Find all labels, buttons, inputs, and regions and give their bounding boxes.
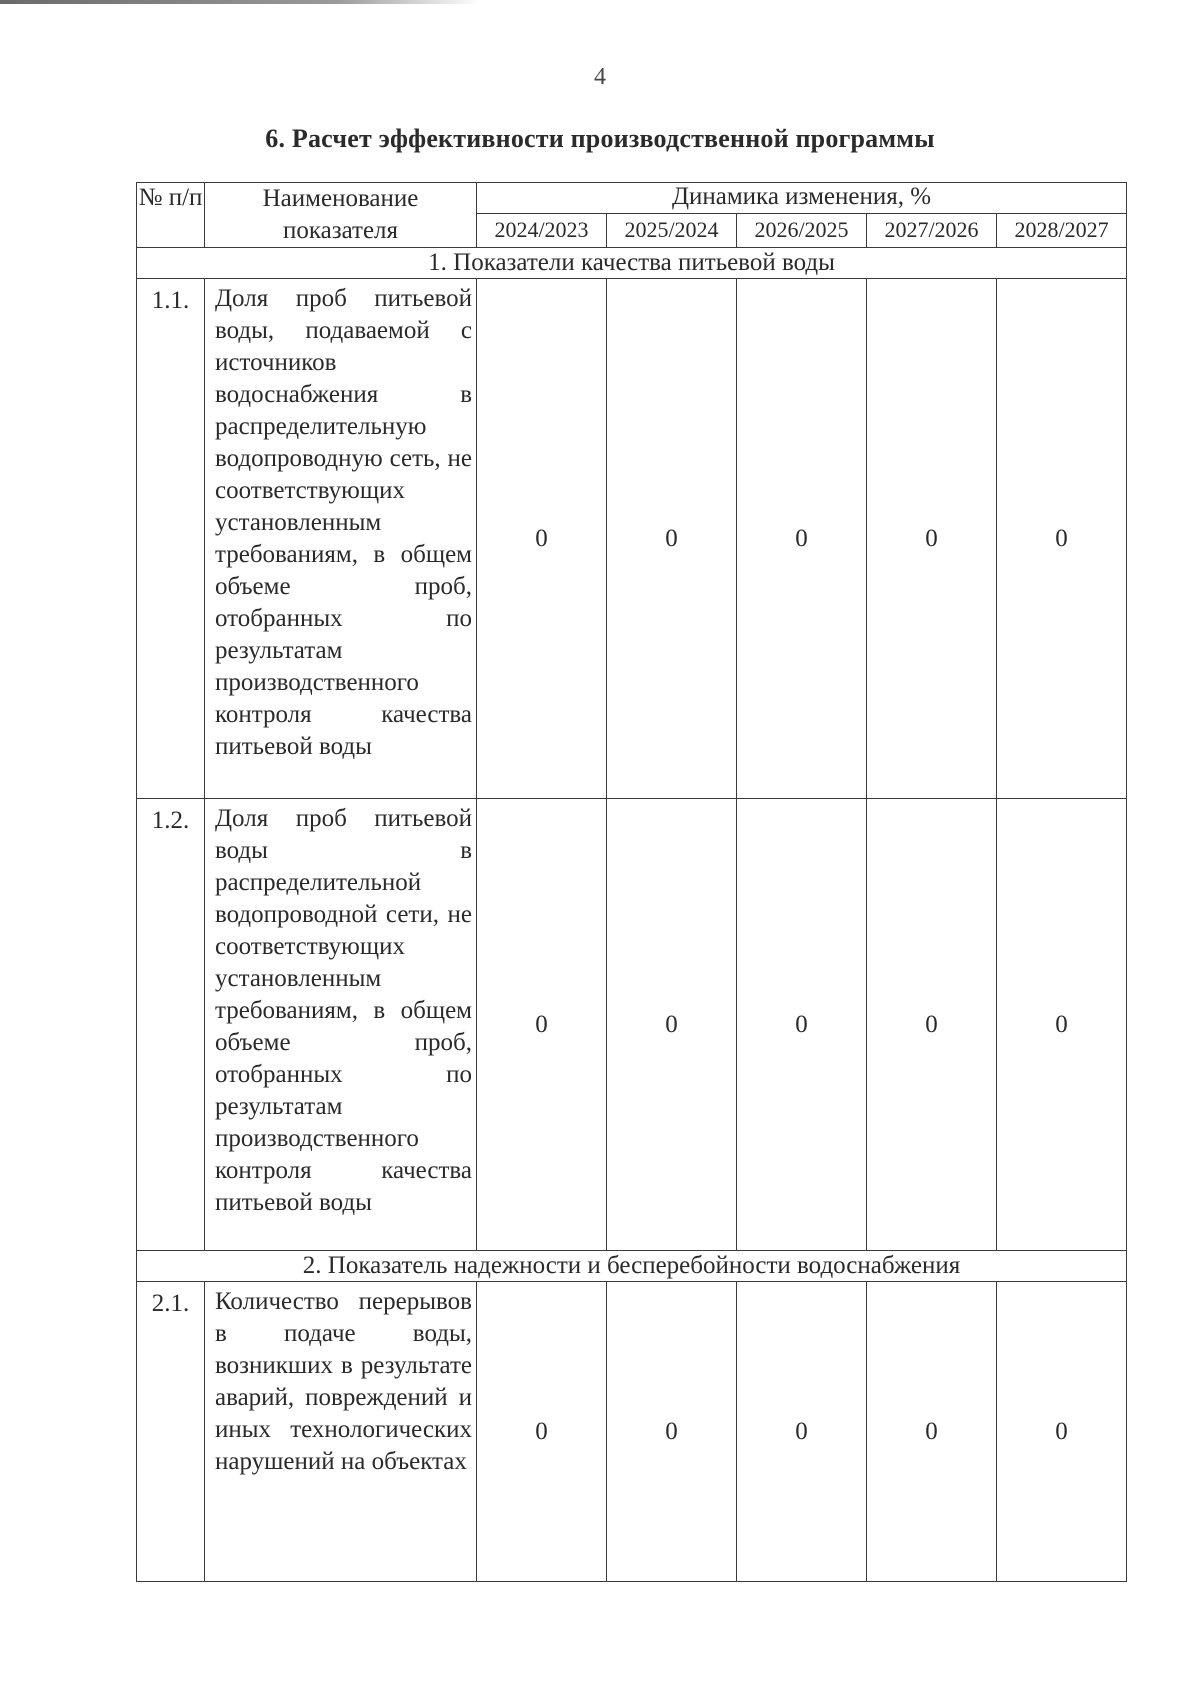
efficiency-table xyxy=(136,182,1127,1582)
value-cell: 0 xyxy=(607,279,737,799)
indicator-name: Доля проб питьевой воды в распределительной водопроводной сети, не соответствующих установленным требованиям, в общем объеме проб, отобранных по результатам производственного контроля качества питьевой воды xyxy=(205,799,477,1251)
value-cell: 0 xyxy=(867,799,997,1251)
indicator-name: Количество перерывов в подаче воды, возникших в результате аварий, повреждений и иных технологических нарушений на объектах xyxy=(205,1282,477,1582)
section-title: 2. Показатель надежности и бесперебойности водоснабжения xyxy=(137,1251,1127,1282)
row-number: 1.1. xyxy=(137,279,205,799)
value-cell: 0 xyxy=(477,799,607,1251)
value-cell: 0 xyxy=(737,279,867,799)
document-title: 6. Расчет эффективности производственной программы xyxy=(265,124,935,153)
table-row xyxy=(137,1282,1127,1582)
value-cell: 0 xyxy=(997,1282,1127,1582)
value-cell: 0 xyxy=(607,799,737,1251)
value-cell: 0 xyxy=(997,799,1127,1251)
header-year: 2025/2024 xyxy=(607,214,737,248)
scan-edge-artifact xyxy=(0,0,480,4)
section-title: 1. Показатели качества питьевой воды xyxy=(137,248,1127,279)
value-cell: 0 xyxy=(477,1282,607,1582)
section-header-row xyxy=(137,248,1127,279)
value-cell: 0 xyxy=(997,279,1127,799)
header-dynamics: Динамика изменения, % xyxy=(477,183,1127,214)
table-header-row xyxy=(137,183,1127,214)
row-number: 1.2. xyxy=(137,799,205,1251)
header-year: 2027/2026 xyxy=(867,214,997,248)
header-year: 2024/2023 xyxy=(477,214,607,248)
table-row xyxy=(137,279,1127,799)
section-header-row xyxy=(137,1251,1127,1282)
page-number: 4 xyxy=(594,64,606,90)
header-year: 2026/2025 xyxy=(737,214,867,248)
header-name: Наименование показателя xyxy=(205,183,477,248)
table-row xyxy=(137,799,1127,1251)
row-number: 2.1. xyxy=(137,1282,205,1582)
header-num: № п/п xyxy=(137,183,205,248)
value-cell: 0 xyxy=(737,1282,867,1582)
indicator-name: Доля проб питьевой воды, подаваемой с источников водоснабжения в распределительную водопроводную сеть, не соответствующих установленным требованиям, в общем объеме проб, отобранных по результатам производственного контроля качества питьевой воды xyxy=(205,279,477,799)
value-cell: 0 xyxy=(867,1282,997,1582)
header-year: 2028/2027 xyxy=(997,214,1127,248)
value-cell: 0 xyxy=(477,279,607,799)
value-cell: 0 xyxy=(867,279,997,799)
value-cell: 0 xyxy=(737,799,867,1251)
value-cell: 0 xyxy=(607,1282,737,1582)
